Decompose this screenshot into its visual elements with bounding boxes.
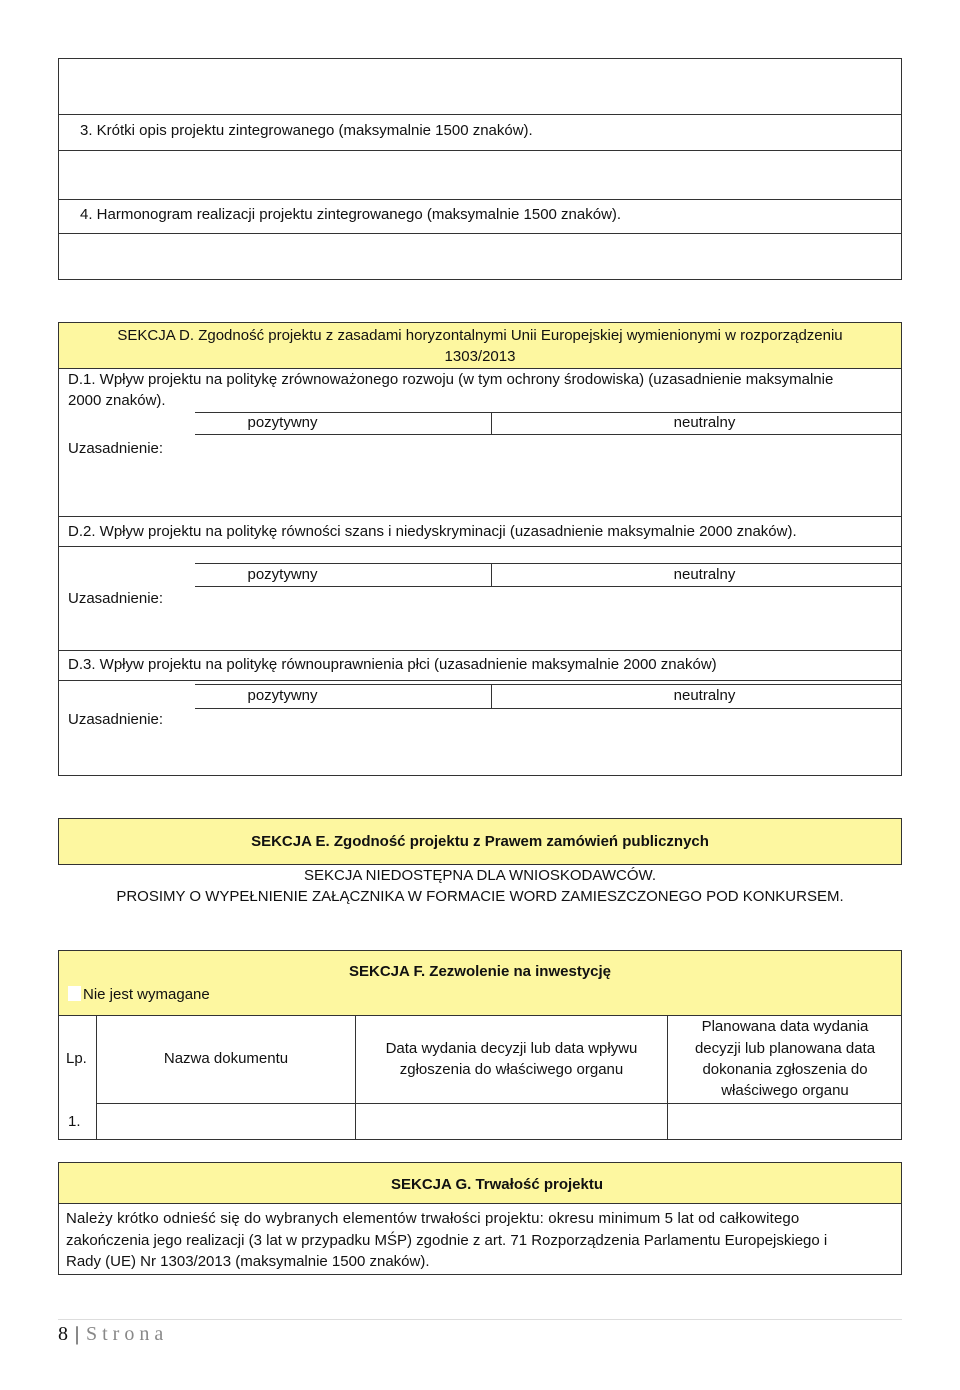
divider	[195, 563, 902, 564]
d1-option-neutral[interactable]: neutralny	[673, 414, 736, 431]
d3-option-neutral[interactable]: neutralny	[673, 687, 736, 704]
section-g-text-cont: Rady (UE) Nr 1303/2013 (maksymalnie 1500 znaków).	[66, 1253, 430, 1270]
d1-justification-label: Uzasadnienie:	[68, 440, 164, 457]
section-d-title: SEKCJA D. Zgodność projektu z zasadami horyzontalnymi Unii Europejskiej wymienionymi w rozporządzeniu	[117, 327, 843, 344]
row-1-decision-date-field[interactable]	[356, 1104, 667, 1139]
column-header-document-name: Nazwa dokumentu	[163, 1050, 289, 1067]
section-e-title: SEKCJA E. Zgodność projektu z Prawem zamówień publicznych	[251, 833, 709, 850]
divider	[58, 199, 902, 200]
divider	[58, 650, 902, 651]
d1-label: D.1. Wpływ projektu na politykę zrównoważonego rozwoju (w tym ochrony środowiska) (uzasadnienie maksymalnie	[68, 371, 834, 388]
column-header-planned-date-cont: właściwego organu	[721, 1082, 849, 1099]
row-1-planned-date-field[interactable]	[668, 1104, 901, 1139]
divider	[195, 684, 902, 685]
section-g-title: SEKCJA G. Trwałość projektu	[391, 1176, 603, 1193]
d2-justification-field[interactable]	[195, 587, 901, 647]
row-1-number: 1.	[68, 1113, 81, 1130]
d2-option-positive[interactable]: pozytywny	[247, 566, 318, 583]
column-header-lp: Lp.	[66, 1050, 87, 1067]
page-word: S t r o n a	[86, 1323, 164, 1345]
item-3-answer-field[interactable]	[58, 150, 902, 199]
not-required-checkbox[interactable]	[68, 986, 81, 1001]
column-header-planned-date: Planowana data wydania	[701, 1018, 869, 1035]
footer-rule	[58, 1319, 902, 1320]
d3-justification-field[interactable]	[195, 709, 901, 775]
d3-label: D.3. Wpływ projektu na politykę równouprawnienia płci (uzasadnienie maksymalnie 2000 znaków)	[68, 656, 717, 673]
d1-justification-field[interactable]	[195, 435, 901, 515]
d3-option-positive[interactable]: pozytywny	[247, 687, 318, 704]
page-number: 8	[58, 1323, 68, 1345]
divider	[58, 516, 902, 517]
divider	[58, 114, 902, 115]
d2-justification-label: Uzasadnienie:	[68, 590, 164, 607]
section-g-text: Należy krótko odnieść się do wybranych elementów trwałości projektu: okresu minimum 5 lat od całkowitego	[66, 1210, 800, 1227]
page-separator: |	[75, 1323, 80, 1345]
section-f-header	[58, 950, 902, 1016]
d1-option-positive[interactable]: pozytywny	[247, 414, 318, 431]
not-required-label: Nie jest wymagane	[83, 986, 210, 1003]
item-4-answer-field[interactable]	[58, 234, 902, 280]
section-e-note: SEKCJA NIEDOSTĘPNA DLA WNIOSKODAWCÓW.	[303, 867, 656, 884]
row-1-document-name-field[interactable]	[97, 1104, 355, 1139]
d2-option-neutral[interactable]: neutralny	[673, 566, 736, 583]
column-header-planned-date-cont: decyzji lub planowana data	[694, 1040, 876, 1057]
divider	[58, 546, 902, 547]
divider	[58, 680, 902, 681]
d1-label-cont: 2000 znaków).	[68, 392, 166, 409]
section-g-text-cont: zakończenia jego realizacji (3 lat w przypadku MŚP) zgodnie z art. 71 Rozporządzenia Parlamentu Europejskiego i	[66, 1232, 828, 1249]
section-d-title-cont: 1303/2013	[444, 348, 516, 365]
section-e-note-cont: PROSIMY O WYPEŁNIENIE ZAŁĄCZNIKA W FORMACIE WORD ZAMIESZCZONEGO POD KONKURSEM.	[116, 888, 844, 905]
section-f-title: SEKCJA F. Zezwolenie na inwestycję	[348, 963, 612, 980]
column-header-decision-date: Data wydania decyzji lub data wpływu	[385, 1040, 638, 1057]
column-header-planned-date-cont: dokonania zgłoszenia do	[702, 1061, 868, 1078]
item-3-label: 3. Krótki opis projektu zintegrowanego (maksymalnie 1500 znaków).	[80, 122, 533, 139]
d3-justification-label: Uzasadnienie:	[68, 711, 164, 728]
item-4-label: 4. Harmonogram realizacji projektu zintegrowanego (maksymalnie 1500 znaków).	[80, 206, 622, 223]
column-header-decision-date-cont: zgłoszenia do właściwego organu	[399, 1061, 624, 1078]
d2-label: D.2. Wpływ projektu na politykę równości szans i niedyskryminacji (uzasadnienie maksymalnie 2000 znaków).	[68, 523, 797, 540]
divider	[195, 412, 902, 413]
